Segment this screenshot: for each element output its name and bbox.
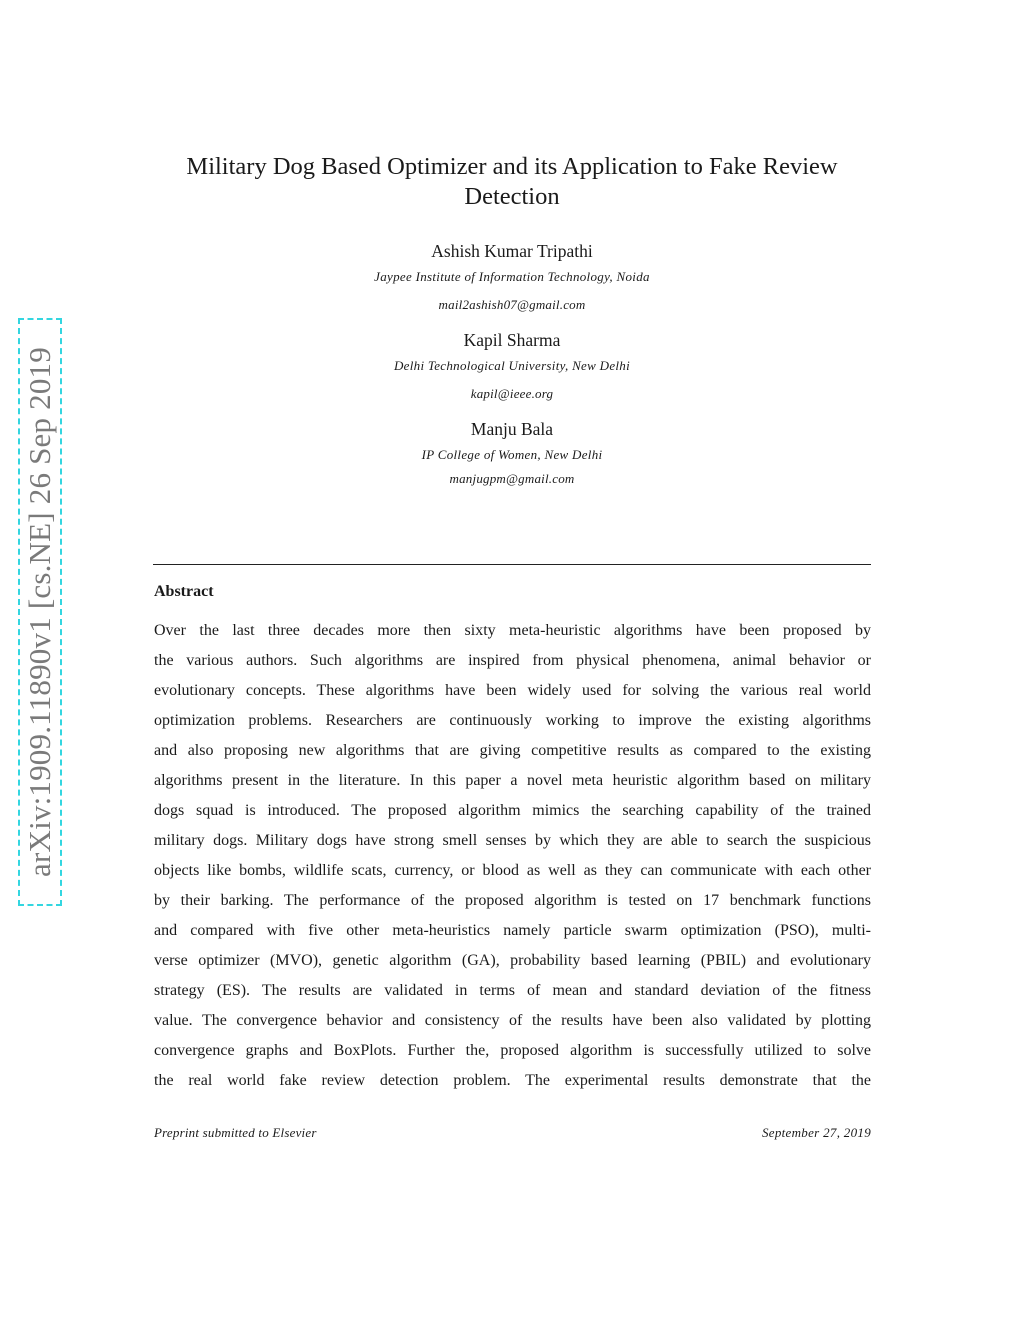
footer-preprint-note: Preprint submitted to Elsevier [154, 1125, 317, 1140]
arxiv-stamp: arXiv:1909.11890v1 [cs.NE] 26 Sep 2019 [22, 347, 57, 877]
abstract-line: and also proposing new algorithms that are giving competitive results as compared to the existing [154, 742, 871, 759]
abstract-heading: Abstract [154, 583, 214, 600]
author-email: mail2ashish07@gmail.com [438, 297, 586, 312]
author-affiliation: Delhi Technological University, New Delhi [393, 358, 631, 373]
abstract-line: algorithms present in the literature. In this paper a novel meta heuristic algorithm based on military [154, 772, 871, 789]
abstract-line: evolutionary concepts. These algorithms have been widely used for solving the various real world [154, 682, 871, 699]
author-affiliation: Jaypee Institute of Information Technology, Noida [374, 269, 650, 284]
abstract-line: value. The convergence behavior and consistency of the results have been also validated by plotting [154, 1012, 871, 1029]
horizontal-rule [153, 564, 871, 565]
abstract-line: the various authors. Such algorithms are inspired from physical phenomena, animal behavior or [154, 652, 871, 669]
author-name: Ashish Kumar Tripathi [431, 241, 593, 261]
abstract-line: convergence graphs and BoxPlots. Further the, proposed algorithm is successfully utilized to solve [154, 1042, 871, 1059]
author-block-1 [150, 240, 874, 314]
paper-title: Military Dog Based Optimizer and its Application to Fake Review Detection [186, 153, 838, 210]
abstract-line: Over the last three decades more then sixty meta-heuristic algorithms have been proposed by [154, 622, 871, 639]
abstract-body [154, 616, 871, 1096]
footer-date: September 27, 2019 [761, 1125, 871, 1140]
abstract-line: the real world fake review detection problem. The experimental results demonstrate that the [154, 1072, 871, 1089]
abstract-line: and compared with five other meta-heuristics namely particle swarm optimization (PSO), multi- [154, 922, 871, 939]
abstract-line: optimization problems. Researchers are continuously working to improve the existing algorithms [154, 712, 871, 729]
author-name: Manju Bala [470, 419, 554, 439]
author-block-3 [150, 418, 874, 488]
author-block-2 [150, 329, 874, 403]
abstract-line: dogs squad is introduced. The proposed algorithm mimics the searching capability of the trained [154, 802, 871, 819]
author-email: manjugpm@gmail.com [449, 471, 575, 486]
abstract-line: military dogs. Military dogs have strong smell senses by which they are able to search the suspicious [154, 832, 871, 849]
abstract-line: objects like bombs, wildlife scats, currency, or blood as well as they can communicate with each other [154, 862, 871, 879]
abstract-line: strategy (ES). The results are validated in terms of mean and standard deviation of the fitness [154, 982, 871, 999]
abstract-line: verse optimizer (MVO), genetic algorithm (GA), probability based learning (PBIL) and evolutionary [154, 952, 871, 969]
author-name: Kapil Sharma [463, 330, 561, 350]
author-affiliation: IP College of Women, New Delhi [421, 447, 603, 462]
abstract-line: by their barking. The performance of the proposed algorithm is tested on 17 benchmark functions [154, 892, 871, 909]
author-email: kapil@ieee.org [470, 386, 554, 401]
